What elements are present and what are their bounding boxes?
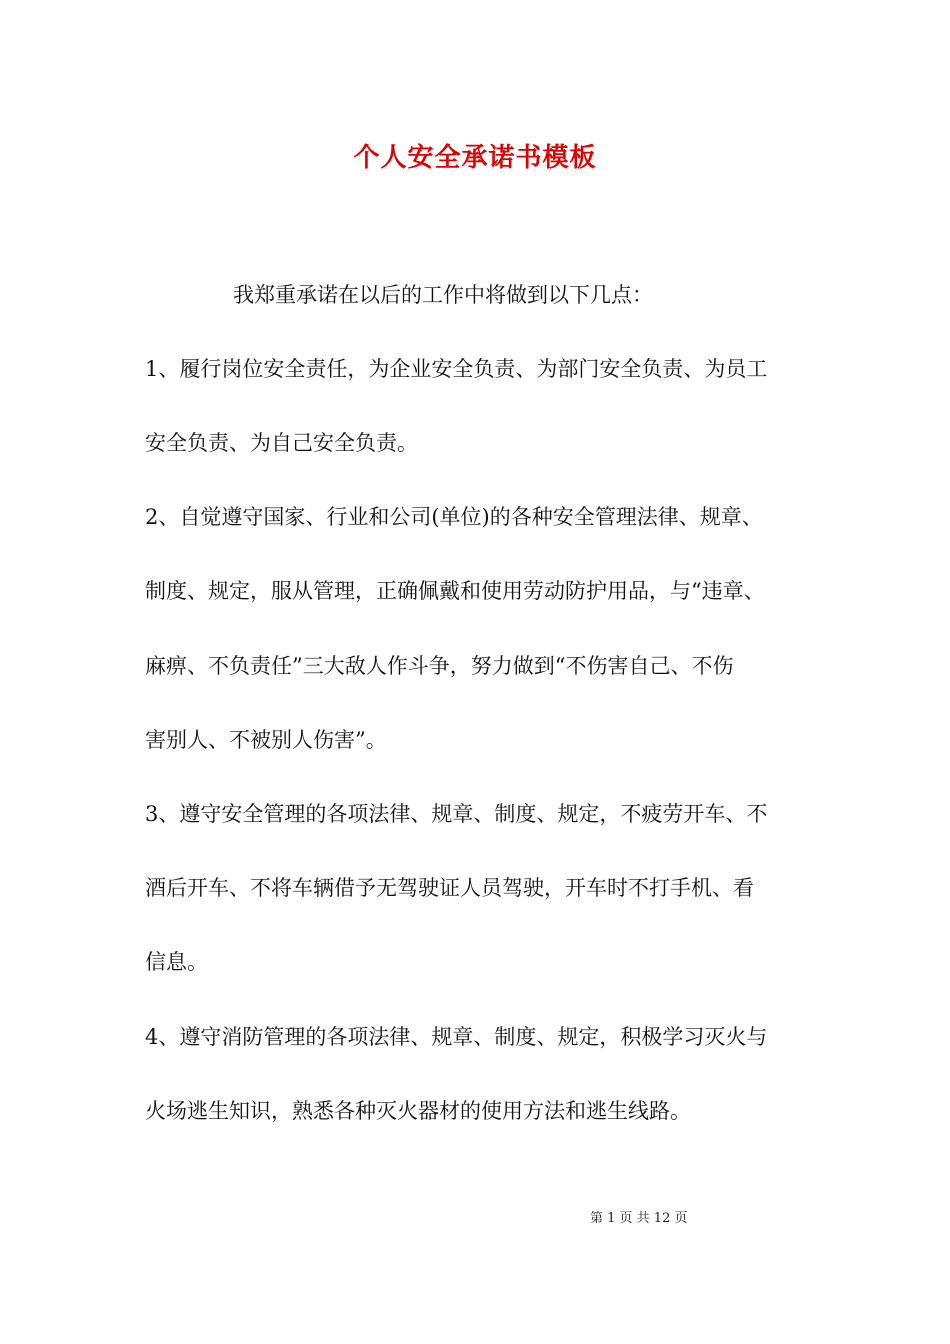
intro-line: 我郑重承诺在以后的工作中将做到以下几点： — [233, 283, 653, 307]
document-title: 个人安全承诺书模板 — [353, 143, 597, 173]
item-2-line-3: 麻痹、不负责任”三大敌人作斗争，努力做到“不伤害自己、不伤 — [145, 654, 734, 678]
item-3-line-3: 信息。 — [145, 950, 208, 974]
item-4-line-1: 4、遵守消防管理的各项法律、规章、制度、规定，积极学习灭火与 — [145, 1025, 768, 1049]
item-2-line-4: 害别人、不被别人伤害”。 — [145, 728, 387, 752]
item-3-line-2: 酒后开车、不将车辆借予无驾驶证人员驾驶，开车时不打手机、看 — [145, 876, 754, 900]
item-1-line-2: 安全负责、为自己安全负责。 — [145, 431, 418, 455]
item-3-line-1: 3、遵守安全管理的各项法律、规章、制度、规定，不疲劳开车、不 — [145, 802, 768, 826]
item-2-line-2: 制度、规定，服从管理，正确佩戴和使用劳动防护用品，与“违章、 — [145, 579, 765, 603]
page-number-footer: 第 1 页 共 12 页 — [590, 1211, 688, 1226]
item-4-line-2: 火场逃生知识，熟悉各种灭火器材的使用方法和逃生线路。 — [145, 1099, 691, 1123]
item-1-line-1: 1、履行岗位安全责任，为企业安全负责、为部门安全负责、为员工 — [145, 357, 768, 381]
item-2-line-1: 2、自觉遵守国家、行业和公司(单位)的各种安全管理法律、规章、 — [145, 505, 763, 529]
